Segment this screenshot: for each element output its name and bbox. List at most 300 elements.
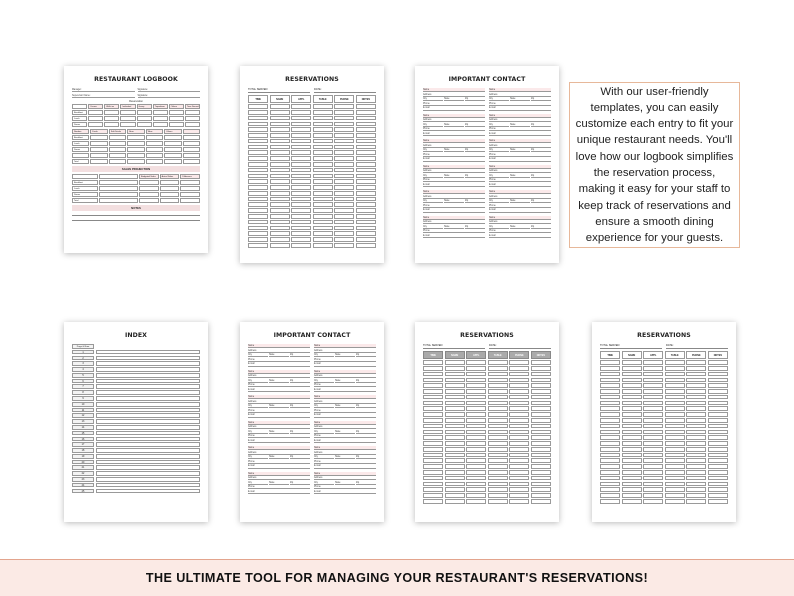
table-cell xyxy=(600,441,620,446)
contact-card xyxy=(423,190,485,213)
index-row xyxy=(72,396,200,401)
table-cell xyxy=(531,383,551,388)
table-cell xyxy=(509,406,529,411)
table-cell xyxy=(445,499,465,504)
table-cell xyxy=(291,191,311,196)
table-cell xyxy=(180,198,200,203)
phone-field: Phone xyxy=(248,409,310,413)
zip-field: Zip xyxy=(465,123,485,127)
index-number: 22 xyxy=(72,471,94,476)
city-state-zip xyxy=(314,430,376,434)
table-cell xyxy=(356,197,376,202)
table-cell xyxy=(531,441,551,446)
index-row xyxy=(72,454,200,459)
table-cell xyxy=(445,482,465,487)
table-cell xyxy=(248,127,268,132)
table-cell xyxy=(356,214,376,219)
index-row xyxy=(72,448,200,453)
table-cell xyxy=(466,487,486,492)
table-cell xyxy=(509,383,529,388)
table-cell xyxy=(600,447,620,452)
city-state-zip xyxy=(423,123,485,127)
table-cell xyxy=(291,139,311,144)
table-cell xyxy=(686,447,706,452)
table-cell xyxy=(160,192,180,197)
table-cell xyxy=(109,141,126,146)
table-cell xyxy=(509,412,529,417)
table-cell xyxy=(643,447,663,452)
table-cell xyxy=(708,389,728,394)
contact-card xyxy=(248,421,310,444)
table-cell xyxy=(643,395,663,400)
table-cell xyxy=(270,191,290,196)
table-cell xyxy=(531,435,551,440)
table-cell xyxy=(643,383,663,388)
table-cell xyxy=(600,383,620,388)
table-cell xyxy=(488,458,508,463)
total-served-field: TOTAL SERVED: xyxy=(600,344,662,349)
table-cell xyxy=(99,192,138,197)
page-title: RESERVATIONS xyxy=(285,76,339,83)
table-cell xyxy=(531,378,551,383)
table-cell xyxy=(248,110,268,115)
table-cell xyxy=(120,122,135,127)
table-cell xyxy=(423,395,443,400)
table-cell xyxy=(88,116,103,121)
table-cell xyxy=(90,147,107,152)
table-cell xyxy=(423,453,443,458)
table-cell xyxy=(270,110,290,115)
table-cell xyxy=(423,360,443,365)
table-cell xyxy=(708,453,728,458)
table-cell xyxy=(665,378,685,383)
table-cell xyxy=(509,482,529,487)
table-cell xyxy=(708,378,728,383)
table-cell xyxy=(445,383,465,388)
table-cell xyxy=(531,464,551,469)
table-cell xyxy=(509,401,529,406)
table-cell xyxy=(334,156,354,161)
table-cell xyxy=(313,202,333,207)
table-cell xyxy=(291,145,311,150)
zip-field: Zip xyxy=(356,353,376,357)
table-cell xyxy=(248,197,268,202)
table-cell xyxy=(445,464,465,469)
address-field: Address xyxy=(489,220,551,224)
state-field: State xyxy=(335,430,355,434)
index-entry-line xyxy=(96,477,200,482)
table-cell xyxy=(466,366,486,371)
reservations-table xyxy=(423,351,551,504)
table-cell xyxy=(291,174,311,179)
address-field: Address xyxy=(489,144,551,148)
zip-field: Zip xyxy=(531,97,551,101)
index-number: 5 xyxy=(72,373,94,378)
table-cell xyxy=(291,197,311,202)
table-cell xyxy=(445,447,465,452)
table-cell xyxy=(313,104,333,109)
table-corner xyxy=(72,174,98,179)
index-number: 1 xyxy=(72,350,94,355)
index-entry-line xyxy=(96,356,200,361)
table-cell xyxy=(600,476,620,481)
table-cell xyxy=(356,145,376,150)
table-cell xyxy=(643,372,663,377)
row-header: Lunch xyxy=(72,141,89,146)
table-cell xyxy=(665,441,685,446)
table-cell xyxy=(356,191,376,196)
table-cell xyxy=(600,458,620,463)
table-cell xyxy=(600,430,620,435)
table-cell xyxy=(531,360,551,365)
banner-text: THE ULTIMATE TOOL FOR MANAGING YOUR RESTAURANT'S RESERVATIONS! xyxy=(145,571,649,585)
table-cell xyxy=(291,116,311,121)
name-field: Name xyxy=(423,165,485,169)
email-field: E-mail xyxy=(489,157,551,161)
table-cell xyxy=(509,360,529,365)
state-field: State xyxy=(335,404,355,408)
table-cell xyxy=(708,360,728,365)
table-cell xyxy=(164,153,181,158)
table-cell xyxy=(509,418,529,423)
table-cell xyxy=(665,430,685,435)
table-cell xyxy=(334,133,354,138)
state-field: State xyxy=(444,123,464,127)
table-cell xyxy=(531,430,551,435)
date-field: DATE: xyxy=(314,88,376,93)
table-cell xyxy=(356,208,376,213)
table-cell xyxy=(313,214,333,219)
table-cell xyxy=(291,214,311,219)
table-cell xyxy=(183,141,200,146)
state-field: State xyxy=(269,481,289,485)
state-field: State xyxy=(444,148,464,152)
table-cell xyxy=(334,168,354,173)
state-field: State xyxy=(444,199,464,203)
table-cell xyxy=(291,185,311,190)
table-cell xyxy=(622,493,642,498)
table-cell xyxy=(509,366,529,371)
index-row xyxy=(72,460,200,465)
table-cell xyxy=(643,499,663,504)
table-cell xyxy=(248,145,268,150)
table-cell xyxy=(708,430,728,435)
table-cell xyxy=(313,231,333,236)
contact-entry xyxy=(423,190,551,213)
table-cell xyxy=(622,372,642,377)
table-cell xyxy=(531,418,551,423)
table-cell xyxy=(291,179,311,184)
sales-projection-label: SALES PROJECTION xyxy=(72,166,200,172)
contact-row xyxy=(248,370,376,393)
table-cell xyxy=(334,191,354,196)
contact-row xyxy=(248,421,376,444)
column-header: Difference xyxy=(180,174,200,179)
index-entry-line xyxy=(96,373,200,378)
address-field: Address xyxy=(423,220,485,224)
page-title: IMPORTANT CONTACT xyxy=(273,332,351,339)
table-cell xyxy=(334,145,354,150)
contact-card xyxy=(314,344,376,367)
table-cell xyxy=(466,383,486,388)
table-cell xyxy=(334,220,354,225)
table-cell xyxy=(248,185,268,190)
table-cell xyxy=(423,430,443,435)
table-cell xyxy=(137,122,152,127)
column-header: APPL xyxy=(291,95,311,103)
contact-entry xyxy=(248,395,376,418)
table-cell xyxy=(708,499,728,504)
contact-card xyxy=(423,88,485,111)
contact-card xyxy=(489,114,551,137)
column-header: APPL xyxy=(466,351,486,359)
index-entry-line xyxy=(96,448,200,453)
table-cell xyxy=(488,378,508,383)
table-cell xyxy=(127,147,144,152)
address-field: Address xyxy=(489,195,551,199)
table-cell xyxy=(313,133,333,138)
table-cell xyxy=(466,470,486,475)
table-cell xyxy=(445,412,465,417)
table-cell xyxy=(643,493,663,498)
column-header: Tripadvisor xyxy=(153,104,168,109)
index-row xyxy=(72,489,200,494)
table-cell xyxy=(600,360,620,365)
table-cell xyxy=(708,418,728,423)
table-cell xyxy=(509,424,529,429)
table-cell xyxy=(270,168,290,173)
table-cell xyxy=(146,135,163,140)
table-cell xyxy=(665,464,685,469)
contact-card xyxy=(423,139,485,162)
contact-card xyxy=(423,114,485,137)
zip-field: Zip xyxy=(465,199,485,203)
row-header: Breakfast xyxy=(72,180,98,185)
phone-field: Phone xyxy=(314,485,376,489)
index-row xyxy=(72,471,200,476)
page-title: RESTAURANT LOGBOOK xyxy=(94,76,178,83)
index-number: 6 xyxy=(72,379,94,384)
signature-field: Signature: xyxy=(138,88,201,92)
table-cell xyxy=(104,122,119,127)
city-state-zip xyxy=(248,455,310,459)
phone-field: Phone xyxy=(314,409,376,413)
table-cell xyxy=(686,430,706,435)
email-field: E-mail xyxy=(314,413,376,417)
name-field: Name xyxy=(314,472,376,476)
total-served-field: TOTAL SERVED: xyxy=(423,344,485,349)
row-header xyxy=(72,153,89,158)
index-row xyxy=(72,402,200,407)
zip-field: Zip xyxy=(531,148,551,152)
contact-entry xyxy=(248,370,376,393)
email-field: E-mail xyxy=(489,183,551,187)
table-cell xyxy=(127,153,144,158)
table-cell xyxy=(488,424,508,429)
table-cell xyxy=(334,116,354,121)
table-cell xyxy=(99,180,138,185)
table-cell xyxy=(622,360,642,365)
address-field: Address xyxy=(423,93,485,97)
reservations-table xyxy=(248,95,376,248)
table-cell xyxy=(248,104,268,109)
index-row xyxy=(72,390,200,395)
page-title: RESERVATIONS xyxy=(460,332,514,339)
email-field: E-mail xyxy=(248,413,310,417)
table-cell xyxy=(622,412,642,417)
city-field: City xyxy=(248,430,268,434)
table-cell xyxy=(248,202,268,207)
table-cell xyxy=(423,412,443,417)
contact-row xyxy=(423,88,551,111)
name-field: Name xyxy=(248,344,310,348)
index-entry-line xyxy=(96,460,200,465)
name-field: Name xyxy=(489,190,551,194)
table-cell xyxy=(665,499,685,504)
address-field: Address xyxy=(248,400,310,404)
table-cell xyxy=(334,162,354,167)
table-cell xyxy=(270,162,290,167)
table-cell xyxy=(466,435,486,440)
state-field: State xyxy=(269,404,289,408)
table-cell xyxy=(313,127,333,132)
table-cell xyxy=(708,447,728,452)
name-field: Name xyxy=(423,88,485,92)
table-cell xyxy=(466,482,486,487)
city-state-zip xyxy=(248,481,310,485)
table-cell xyxy=(686,372,706,377)
state-field: State xyxy=(510,97,530,101)
table-cell xyxy=(531,389,551,394)
column-header: APPL xyxy=(643,351,663,359)
table-cell xyxy=(622,418,642,423)
table-cell xyxy=(643,441,663,446)
phone-field: Phone xyxy=(248,383,310,387)
state-field: State xyxy=(335,481,355,485)
contact-card xyxy=(248,344,310,367)
table-cell xyxy=(445,401,465,406)
zip-field: Zip xyxy=(465,97,485,101)
table-cell xyxy=(622,435,642,440)
index-entry-line xyxy=(96,419,200,424)
zip-field: Zip xyxy=(356,404,376,408)
table-cell xyxy=(270,185,290,190)
table-cell xyxy=(466,378,486,383)
index-entry-line xyxy=(96,402,200,407)
table-cell xyxy=(423,447,443,452)
table-cell xyxy=(466,447,486,452)
address-field: Address xyxy=(248,476,310,480)
city-state-zip xyxy=(423,97,485,101)
address-field: Address xyxy=(489,118,551,122)
address-field: Address xyxy=(314,476,376,480)
table-cell xyxy=(466,458,486,463)
table-cell xyxy=(665,447,685,452)
index-row xyxy=(72,477,200,482)
table-cell xyxy=(160,198,180,203)
table-cell xyxy=(270,174,290,179)
email-field: E-mail xyxy=(248,439,310,443)
table-cell xyxy=(445,453,465,458)
table-cell xyxy=(466,401,486,406)
table-cell xyxy=(423,383,443,388)
table-cell xyxy=(600,453,620,458)
table-cell xyxy=(248,243,268,248)
index-number: 25 xyxy=(72,489,94,494)
table-cell xyxy=(109,153,126,158)
column-header: TIME xyxy=(600,351,620,359)
table-cell xyxy=(334,122,354,127)
index-entry-line xyxy=(96,465,200,470)
table-cell xyxy=(423,378,443,383)
table-cell xyxy=(180,180,200,185)
table-cell xyxy=(686,464,706,469)
table-cell xyxy=(643,470,663,475)
zip-field: Zip xyxy=(531,123,551,127)
address-field: Address xyxy=(423,195,485,199)
table-cell xyxy=(356,243,376,248)
table-cell xyxy=(488,453,508,458)
table-cell xyxy=(180,192,200,197)
contact-blocks xyxy=(423,88,551,238)
table-cell xyxy=(509,378,529,383)
column-header: NOTES xyxy=(531,351,551,359)
table-cell xyxy=(509,476,529,481)
table-cell xyxy=(164,147,181,152)
index-entry-line xyxy=(96,367,200,372)
table-cell xyxy=(291,156,311,161)
table-cell xyxy=(356,174,376,179)
page-title: IMPORTANT CONTACT xyxy=(448,76,526,83)
index-entry-line xyxy=(96,413,200,418)
name-field: Name xyxy=(248,395,310,399)
table-cell xyxy=(466,406,486,411)
table-cell xyxy=(600,470,620,475)
table-cell xyxy=(622,487,642,492)
table-cell xyxy=(270,139,290,144)
table-cell xyxy=(291,133,311,138)
table-cell xyxy=(509,430,529,435)
table-cell xyxy=(466,499,486,504)
table-cell xyxy=(531,458,551,463)
state-field: State xyxy=(510,174,530,178)
table-cell xyxy=(270,197,290,202)
table-cell xyxy=(466,418,486,423)
phone-field: Phone xyxy=(248,358,310,362)
table-cell xyxy=(488,441,508,446)
contact-card xyxy=(423,216,485,239)
city-field: City xyxy=(314,379,334,383)
table-cell xyxy=(600,435,620,440)
email-field: E-mail xyxy=(314,490,376,494)
contact-card xyxy=(489,165,551,188)
zip-field: Zip xyxy=(356,379,376,383)
index-entry-line xyxy=(96,408,200,413)
city-state-zip xyxy=(314,455,376,459)
table-cell xyxy=(313,139,333,144)
table-cell xyxy=(160,186,180,191)
table-cell xyxy=(665,418,685,423)
table-cell xyxy=(356,231,376,236)
row-header: Lunch xyxy=(72,186,98,191)
logbook-table-1 xyxy=(72,104,200,127)
contact-row xyxy=(248,472,376,495)
table-cell xyxy=(600,366,620,371)
table-cell xyxy=(334,127,354,132)
index-number: 20 xyxy=(72,460,94,465)
table-cell xyxy=(665,389,685,394)
zip-field: Zip xyxy=(465,148,485,152)
